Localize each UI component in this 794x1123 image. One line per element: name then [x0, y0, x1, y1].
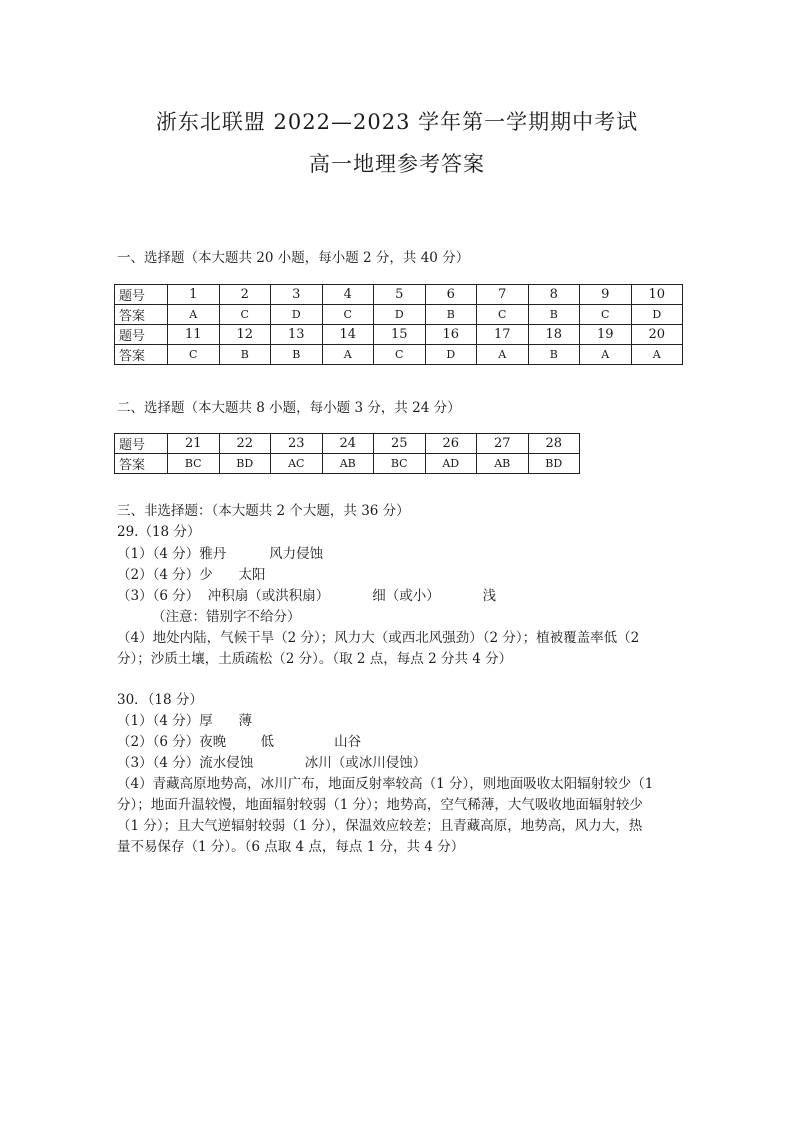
- question-30-title: 30．（18 分）: [117, 692, 203, 708]
- question-number: 7: [477, 285, 529, 305]
- answer-cell: C: [219, 305, 271, 325]
- question-number: 24: [322, 434, 374, 454]
- question-number: 2: [219, 285, 271, 305]
- answer-cell: B: [528, 345, 580, 365]
- page-subtitle: 高一地理参考答案: [309, 152, 485, 176]
- answer-cell: BD: [528, 454, 580, 474]
- answer-cell: D: [271, 305, 323, 325]
- answer-cell: AC: [271, 454, 323, 474]
- answer-cell: B: [528, 305, 580, 325]
- question-number: 13: [271, 325, 323, 345]
- answer-cell: A: [168, 305, 220, 325]
- answer-line: （1）（4 分）雅丹 风力侵蚀: [117, 546, 324, 562]
- table-row: [115, 305, 683, 325]
- question-number: 20: [631, 325, 683, 345]
- row-label: 答案: [115, 454, 168, 474]
- answer-note: （注意：错别字不给分）: [152, 609, 301, 625]
- answer-cell: AB: [477, 454, 529, 474]
- answer-line: （3）（6 分） 冲积扇（或洪积扇） 细（或小） 浅: [117, 588, 497, 604]
- answer-line: （2）（4 分）少 太阳: [117, 567, 266, 583]
- answer-table-2: [114, 433, 580, 474]
- answer-cell: B: [425, 305, 477, 325]
- answer-line: （4）地处内陆，气候干旱（2 分）；风力大（或西北风强劲）（2 分）；植被覆盖率低（2: [117, 630, 640, 646]
- section1-heading: 一、选择题（本大题共 20 小题，每小题 2 分，共 40 分）: [117, 250, 470, 266]
- table-row: [115, 285, 683, 305]
- question-number: 1: [168, 285, 220, 305]
- answer-cell: D: [374, 305, 426, 325]
- answer-line: 量不易保存（1 分）。（6 点取 4 点，每点 1 分，共 4 分）: [117, 839, 465, 855]
- answer-line: （2）（6 分）夜晚 低 山谷: [117, 734, 362, 750]
- question-number: 9: [580, 285, 632, 305]
- question-number: 11: [168, 325, 220, 345]
- question-number: 10: [631, 285, 683, 305]
- answer-cell: B: [271, 345, 323, 365]
- question-number: 22: [219, 434, 271, 454]
- question-number: 18: [528, 325, 580, 345]
- table-row: [115, 345, 683, 365]
- question-number: 28: [528, 434, 580, 454]
- answer-line: （1）（4 分）厚 薄: [117, 713, 252, 729]
- answer-cell: C: [322, 305, 374, 325]
- question-number: 25: [374, 434, 426, 454]
- question-number: 15: [374, 325, 426, 345]
- question-number: 23: [271, 434, 323, 454]
- row-label: 题号: [115, 434, 168, 454]
- answer-cell: AD: [425, 454, 477, 474]
- answer-cell: A: [631, 345, 683, 365]
- question-number: 26: [425, 434, 477, 454]
- table-row: [115, 434, 580, 454]
- table-row: [115, 454, 580, 474]
- question-number: 16: [425, 325, 477, 345]
- answer-table-1: [114, 284, 683, 365]
- answer-cell: C: [477, 305, 529, 325]
- question-number: 19: [580, 325, 632, 345]
- question-number: 21: [168, 434, 220, 454]
- table-row: [115, 325, 683, 345]
- section2-heading: 二、选择题（本大题共 8 小题，每小题 3 分，共 24 分）: [117, 400, 461, 416]
- answer-cell: BC: [168, 454, 220, 474]
- row-label: 题号: [115, 325, 168, 345]
- answer-cell: D: [425, 345, 477, 365]
- answer-cell: C: [168, 345, 220, 365]
- page-title: 浙东北联盟 2022—2023 学年第一学期期中考试: [155, 110, 639, 134]
- answer-cell: AB: [322, 454, 374, 474]
- question-number: 27: [477, 434, 529, 454]
- answer-cell: C: [580, 305, 632, 325]
- answer-cell: BC: [374, 454, 426, 474]
- question-number: 5: [374, 285, 426, 305]
- answer-cell: D: [631, 305, 683, 325]
- answer-cell: BD: [219, 454, 271, 474]
- question-number: 17: [477, 325, 529, 345]
- answer-cell: A: [580, 345, 632, 365]
- answer-line: （4）青藏高原地势高，冰川广布，地面反射率较高（1 分），则地面吸收太阳辐射较少（1: [117, 776, 654, 792]
- section3-heading: 三、非选择题：（本大题共 2 个大题，共 36 分）: [117, 503, 410, 519]
- question-number: 6: [425, 285, 477, 305]
- answer-line: （1 分）；且大气逆辐射较弱（1 分），保温效应较差；且青藏高原，地势高，风力大，热: [117, 818, 643, 834]
- question-29-title: 29.（18 分）: [117, 524, 201, 540]
- answer-line: 分）；沙质土壤，土质疏松（2 分）。（取 2 点，每点 2 分共 4 分）: [117, 651, 513, 667]
- question-number: 8: [528, 285, 580, 305]
- row-label: 答案: [115, 345, 168, 365]
- answer-cell: B: [219, 345, 271, 365]
- answer-cell: A: [322, 345, 374, 365]
- question-number: 3: [271, 285, 323, 305]
- question-number: 12: [219, 325, 271, 345]
- row-label: 题号: [115, 285, 168, 305]
- question-number: 4: [322, 285, 374, 305]
- answer-line: （3）（4 分）流水侵蚀 冰川（或冰川侵蚀）: [117, 755, 427, 771]
- row-label: 答案: [115, 305, 168, 325]
- question-number: 14: [322, 325, 374, 345]
- answer-cell: C: [374, 345, 426, 365]
- answer-cell: A: [477, 345, 529, 365]
- answer-line: 分）；地面升温较慢，地面辐射较弱（1 分）；地势高，空气稀薄，大气吸收地面辐射较少: [117, 797, 643, 813]
